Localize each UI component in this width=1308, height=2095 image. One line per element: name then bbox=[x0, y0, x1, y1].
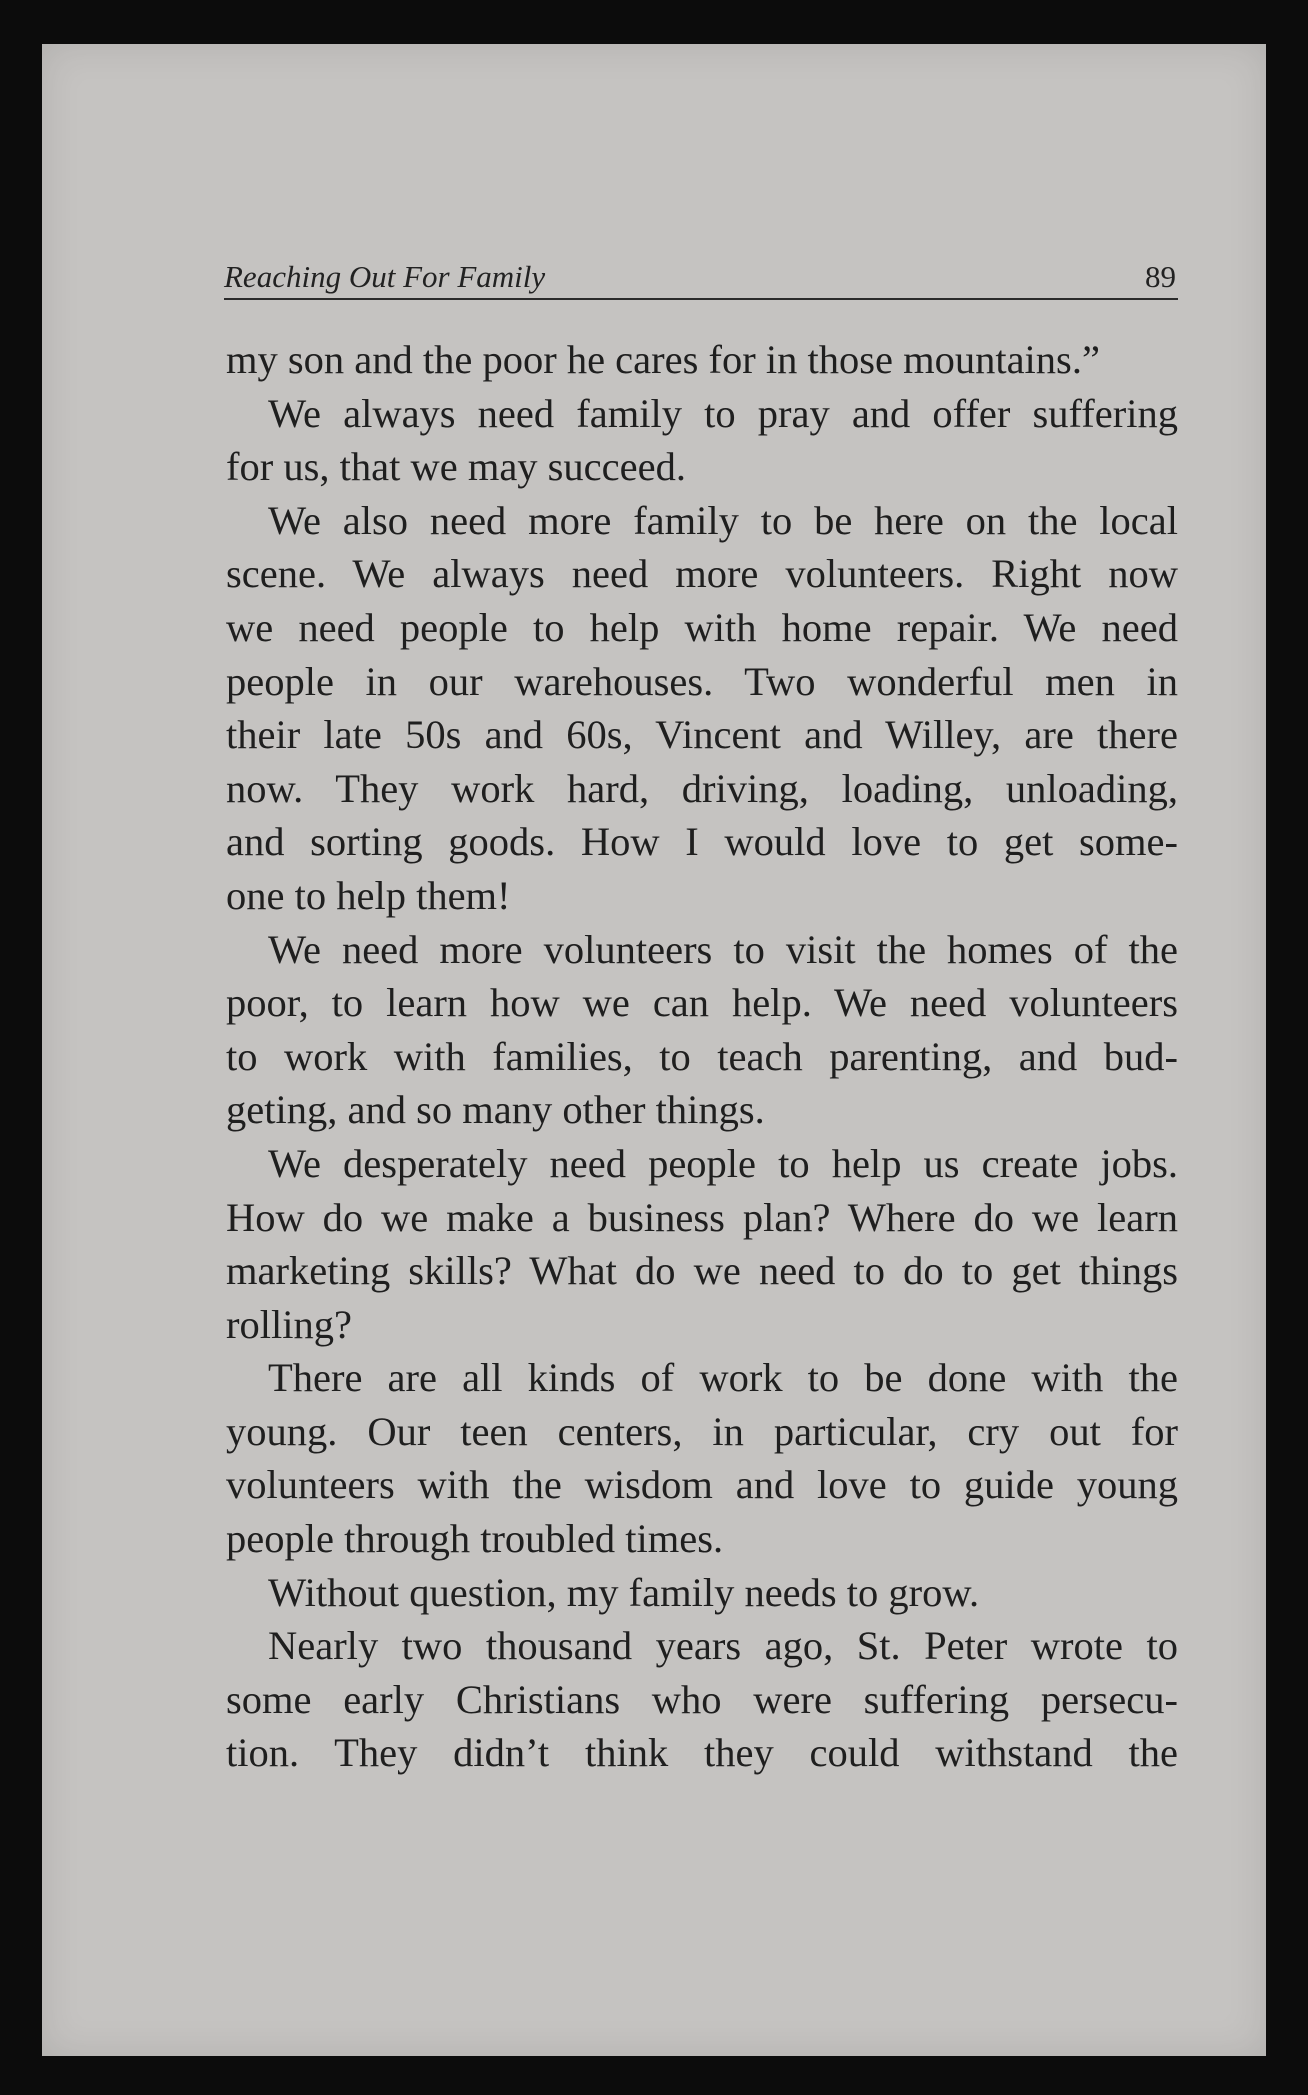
text-line: now. They work hard, driving, loading, unloading, bbox=[226, 765, 1178, 811]
text-line: rolling? bbox=[226, 1301, 352, 1347]
text-line: How do we make a business plan? Where do we learn bbox=[226, 1194, 1178, 1240]
text-line: Without question, my family needs to grow. bbox=[268, 1569, 980, 1615]
text-line: We desperately need people to help us create jobs. bbox=[268, 1140, 1178, 1186]
running-title: Reaching Out For Family bbox=[224, 259, 546, 294]
text-line: some early Christians who were suffering persecu- bbox=[226, 1676, 1178, 1722]
text-line: There are all kinds of work to be done with the bbox=[268, 1355, 1178, 1401]
text-line: We need more volunteers to visit the homes of the bbox=[268, 926, 1178, 972]
text-line: We always need family to pray and offer suffering bbox=[268, 390, 1178, 436]
body-text bbox=[226, 333, 1178, 1780]
text-line: We also need more family to be here on the local bbox=[268, 497, 1178, 543]
text-line: young. Our teen centers, in particular, cry out for bbox=[226, 1408, 1178, 1454]
text-line: scene. We always need more volunteers. Right now bbox=[226, 551, 1178, 597]
text-line: for us, that we may succeed. bbox=[226, 444, 686, 490]
page-number: 89 bbox=[1145, 259, 1176, 294]
text-line: Nearly two thousand years ago, St. Peter wrote to bbox=[268, 1623, 1178, 1669]
text-line: we need people to help with home repair. We need bbox=[226, 604, 1178, 650]
text-line: my son and the poor he cares for in those mountains.” bbox=[226, 337, 1100, 382]
text-line: people in our warehouses. Two wonderful men in bbox=[226, 658, 1178, 704]
text-line: their late 50s and 60s, Vincent and Willey, are there bbox=[226, 712, 1178, 758]
running-head bbox=[224, 254, 1178, 300]
text-line: marketing skills? What do we need to do to get things bbox=[226, 1248, 1178, 1294]
text-line: tion. They didn’t think they could withstand the bbox=[226, 1730, 1178, 1776]
text-line: poor, to learn how we can help. We need volunteers bbox=[226, 980, 1178, 1026]
text-line: one to help them! bbox=[226, 872, 511, 918]
text-line: to work with families, to teach parenting, and bud- bbox=[226, 1033, 1178, 1079]
text-line: volunteers with the wisdom and love to guide young bbox=[226, 1462, 1178, 1508]
text-line: and sorting goods. How I would love to get some- bbox=[226, 819, 1178, 865]
text-line: people through troubled times. bbox=[226, 1516, 724, 1562]
text-line: geting, and so many other things. bbox=[226, 1087, 765, 1133]
